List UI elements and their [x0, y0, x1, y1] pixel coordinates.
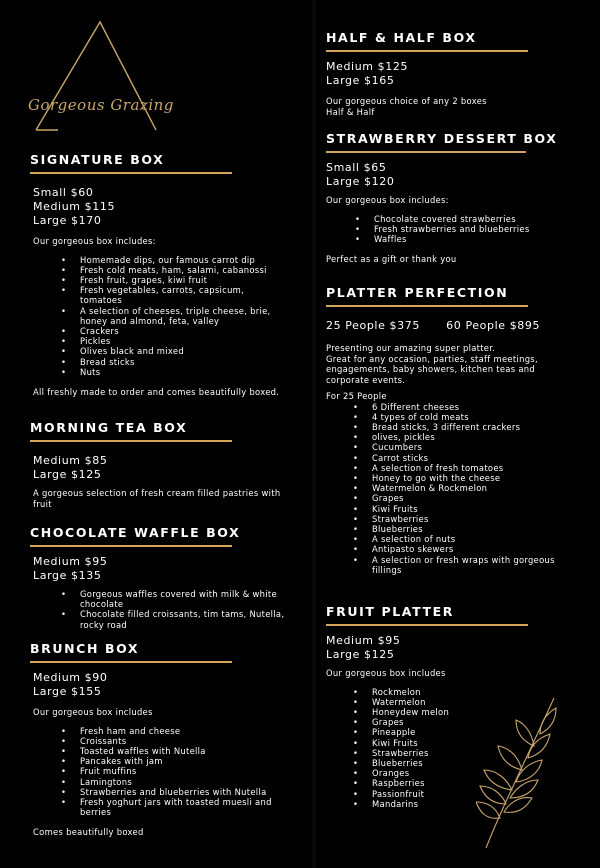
price-60-people: 60 People $895: [446, 319, 541, 332]
list-item: • Strawberries: [372, 514, 582, 524]
list-item: • Nuts: [80, 367, 280, 377]
list-item: • Pancakes with jam: [80, 756, 290, 766]
list-item: • Olives black and mixed: [80, 346, 280, 356]
list-item: • 6 Different cheeses: [372, 402, 582, 412]
list-item: • Chocolate covered strawberries: [374, 214, 584, 224]
column-divider: [312, 0, 316, 868]
section-description: A gorgeous selection of fresh cream filled pastries with fruit: [33, 488, 281, 509]
list-item: • Passionfruit: [372, 789, 522, 799]
list-item: • Fresh vegetables, carrots, capsicum, tomatoes: [80, 285, 280, 305]
waffle-section: [30, 525, 290, 630]
list-item: • Rockmelon: [372, 687, 522, 697]
list-item: • Fresh strawberries and blueberries: [374, 224, 584, 234]
list-item: • Oranges: [372, 768, 522, 778]
brand-name: Gorgeous Grazing: [28, 96, 174, 114]
price-medium: Medium $85: [33, 454, 108, 467]
list-item: • Blueberries: [372, 524, 582, 534]
price-medium: Medium $125: [326, 60, 409, 73]
section-intro: Our gorgeous box includes:: [33, 236, 156, 246]
item-list: [30, 726, 290, 818]
item-list: [30, 589, 290, 630]
description-line: Our gorgeous choice of any 2 boxes: [326, 96, 487, 106]
list-item: • Chocolate filled croissants, tim tams, Nutella, rocky road: [80, 609, 290, 629]
section-title: CHOCOLATE WAFFLE BOX: [30, 525, 241, 540]
strawberry-section: [326, 131, 586, 265]
list-item: • Grapes: [372, 493, 582, 503]
list-item: • Fresh yoghurt jars with toasted muesli and berries: [80, 797, 290, 817]
list-item: • Strawberries: [372, 748, 522, 758]
list-item: • Watermelon: [372, 697, 522, 707]
list-item: • Strawberries and blueberries with Nutella: [80, 787, 290, 797]
list-item: • Kiwi Fruits: [372, 738, 522, 748]
intro-line: engagements, baby showers, kitchen teas and: [326, 364, 536, 374]
section-footer: Perfect as a gift or thank you: [326, 254, 457, 265]
list-item: • Pickles: [80, 336, 280, 346]
price-large: Large $125: [326, 648, 395, 661]
list-item: • A selection of cheeses, triple cheese, brie, honey and almond, feta, valley: [80, 306, 280, 326]
signature-section: [30, 152, 290, 397]
half-half-section: [326, 30, 586, 117]
item-list: [30, 255, 280, 377]
section-title: MORNING TEA BOX: [30, 420, 188, 435]
list-item: • Grapes: [372, 717, 522, 727]
title-rule: [326, 50, 528, 52]
price-medium: Medium $115: [33, 200, 116, 213]
list-item: • Raspberries: [372, 778, 522, 788]
list-item: • Honeydew melon: [372, 707, 522, 717]
leaf-sprig-icon: [476, 690, 566, 850]
list-item: • Pineapple: [372, 727, 522, 737]
list-item: • Croissants: [80, 736, 290, 746]
price-medium: Medium $95: [33, 555, 108, 568]
section-title: FRUIT PLATTER: [326, 604, 454, 619]
list-item: • Antipasto skewers: [372, 544, 582, 554]
item-list: [326, 214, 584, 245]
list-item: • Blueberries: [372, 758, 522, 768]
title-rule: [30, 545, 232, 547]
intro-line: Great for any occasion, parties, staff meetings,: [326, 353, 538, 364]
list-item: • A selection of fresh tomatoes: [372, 463, 582, 473]
price-small: Small $65: [326, 161, 387, 174]
list-item: • Fresh ham and cheese: [80, 726, 290, 736]
triangle-icon: [28, 18, 168, 136]
list-item: • Fruit muffins: [80, 766, 290, 776]
price-large: Large $120: [326, 175, 395, 188]
list-item: • Mandarins: [372, 799, 522, 809]
list-item: • Gorgeous waffles covered with milk & white chocolate: [80, 589, 290, 609]
price-medium: Medium $90: [33, 671, 108, 684]
title-rule: [30, 440, 232, 442]
list-item: • Crackers: [80, 326, 280, 336]
section-footer: All freshly made to order and comes beautifully boxed.: [33, 386, 280, 397]
platter-prices: [326, 319, 588, 333]
title-rule: [326, 305, 528, 307]
price-large: Large $155: [33, 685, 102, 698]
section-title: HALF & HALF BOX: [326, 30, 477, 45]
price-25-people: 25 People $375: [326, 319, 420, 332]
intro-line: Presenting our amazing super platter.: [326, 343, 496, 353]
list-item: • Lamingtons: [80, 777, 290, 787]
list-item: • Honey to go with the cheese: [372, 473, 582, 483]
title-rule: [326, 151, 526, 153]
section-title: PLATTER PERFECTION: [326, 285, 509, 300]
section-intro: Our gorgeous box includes:: [326, 195, 449, 205]
list-item: • Carrot sticks: [372, 453, 582, 463]
list-item: • 4 types of cold meats: [372, 412, 582, 422]
price-small: Small $60: [33, 186, 94, 199]
price-large: Large $165: [326, 74, 395, 87]
section-title: SIGNATURE BOX: [30, 152, 165, 167]
item-list: [326, 402, 582, 575]
list-item: • Bread sticks, 3 different crackers: [372, 422, 582, 432]
intro-line: corporate events.: [326, 374, 406, 385]
list-item: • Watermelon & Rockmelon: [372, 483, 582, 493]
list-item: • Fresh cold meats, ham, salami, cabanossi: [80, 265, 280, 275]
brunch-section: [30, 641, 290, 838]
price-large: Large $170: [33, 214, 102, 227]
subheading: For 25 People: [326, 391, 387, 401]
list-item: • olives, pickles: [372, 432, 582, 442]
list-item: • Cucumbers: [372, 442, 582, 452]
list-item: • A selection or fresh wraps with gorgeous fillings: [372, 555, 582, 575]
platter-section: [326, 285, 588, 575]
section-footer: Comes beautifully boxed: [33, 827, 144, 838]
price-medium: Medium $95: [326, 634, 401, 647]
morning-tea-section: [30, 420, 290, 509]
price-large: Large $135: [33, 569, 102, 582]
section-title: STRAWBERRY DESSERT BOX: [326, 131, 558, 146]
list-item: • Waffles: [374, 234, 584, 244]
title-rule: [30, 172, 232, 174]
brand-logo: [28, 18, 174, 136]
description-line: Half & Half: [326, 106, 375, 117]
section-intro: Our gorgeous box includes: [33, 707, 153, 717]
list-item: • Bread sticks: [80, 357, 280, 367]
price-large: Large $125: [33, 468, 102, 481]
title-rule: [30, 661, 232, 663]
list-item: • Toasted waffles with Nutella: [80, 746, 290, 756]
list-item: • Homemade dips, our famous carrot dip: [80, 255, 280, 265]
list-item: • A selection of nuts: [372, 534, 582, 544]
title-rule: [326, 624, 528, 626]
list-item: • Kiwi Fruits: [372, 504, 582, 514]
section-intro: Our gorgeous box includes: [326, 668, 446, 678]
section-title: BRUNCH BOX: [30, 641, 140, 656]
list-item: • Fresh fruit, grapes, kiwi fruit: [80, 275, 280, 285]
